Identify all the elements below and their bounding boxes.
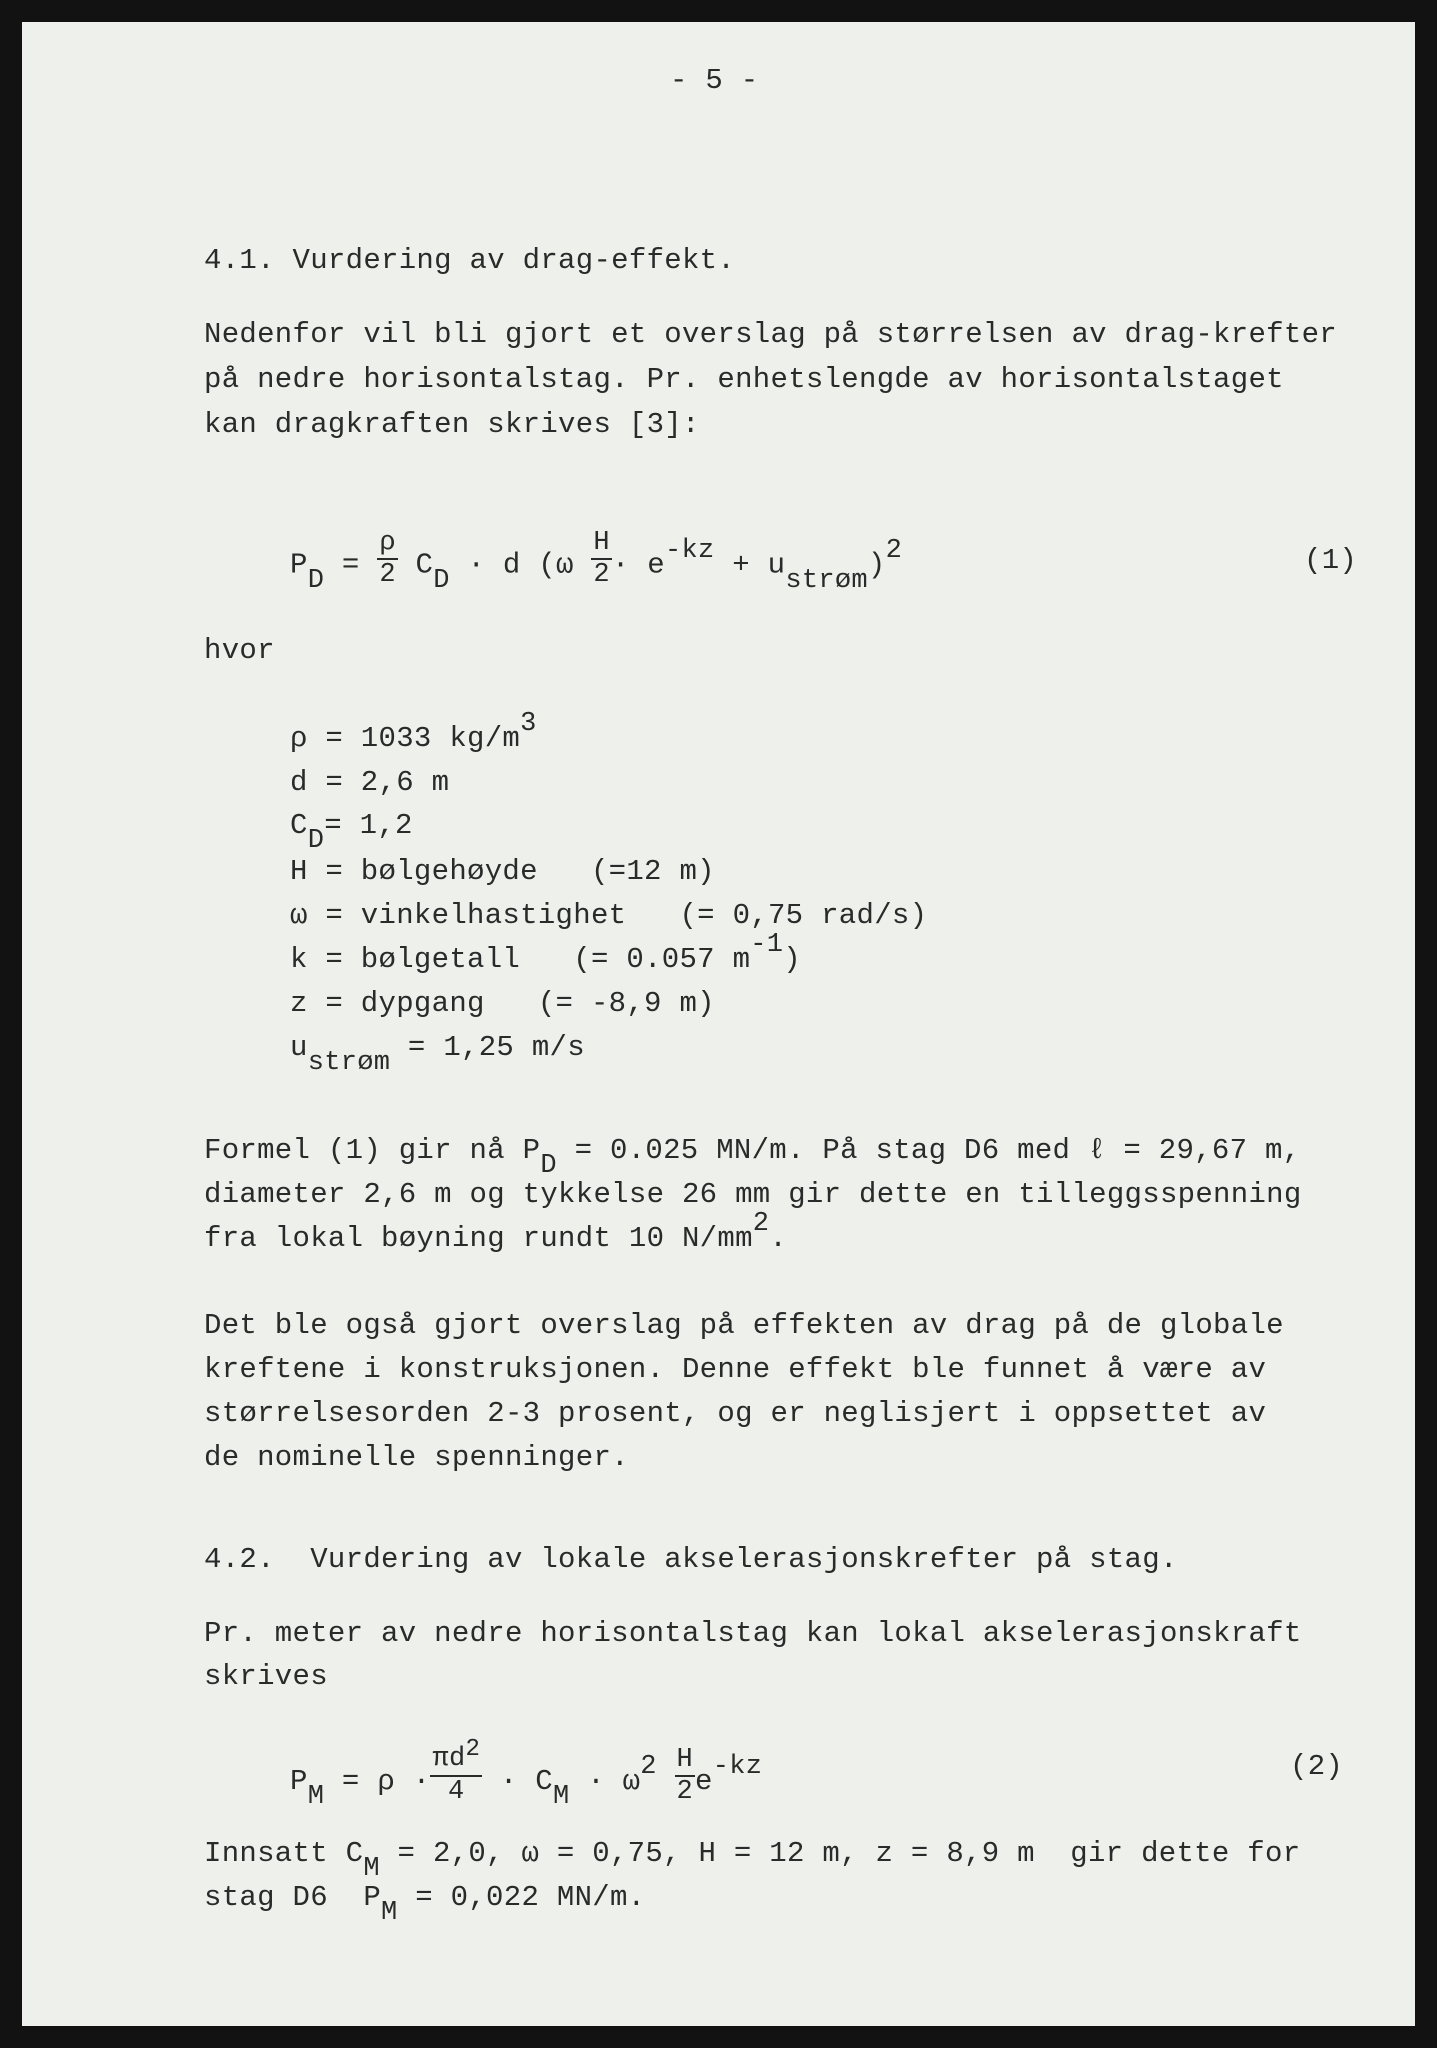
paragraph-line: størrelsesorden 2-3 prosent, og er neglisjert i oppsettet av [204, 1397, 1267, 1430]
def-k: k = bølgetall (= 0.057 m-1) [290, 930, 801, 976]
def-omega: ω = vinkelhastighet (= 0,75 rad/s) [290, 899, 928, 932]
def-u-strom: ustrøm = 1,25 m/s [290, 1031, 585, 1078]
def-d: d = 2,6 m [290, 766, 450, 799]
def-rho: ρ = 1033 kg/m3 [290, 709, 537, 755]
paragraph-line: Pr. meter av nedre horisontalstag kan lokal akselerasjonskraft [204, 1617, 1302, 1650]
def-z: z = dypgang (= -8,9 m) [290, 987, 715, 1020]
def-cd: CD= 1,2 [290, 809, 413, 856]
equation-2: PM = ρ · $\frac{\pi d2}{4}$ · CM · ω2 $\frac{H}{2}$ e-kz [290, 1736, 763, 1813]
document-page [22, 22, 1415, 2026]
fraction-h-over-2: $\frac{H}{2}$ [593, 528, 610, 590]
paragraph-line: kan dragkraften skrives [3]: [204, 408, 700, 441]
def-h: H = bølgehøyde (=12 m) [290, 855, 715, 888]
section-heading-4-2: 4.2. Vurdering av lokale akselerasjonskrefter på stag. [204, 1543, 1178, 1576]
fraction-h-over-2: $\frac{H}{2}$ [676, 1744, 694, 1807]
section-heading-4-1: 4.1. Vurdering av drag-effekt. [204, 244, 736, 277]
paragraph-line: Nedenfor vil bli gjort et overslag på størrelsen av drag-krefter [204, 318, 1337, 351]
equation-number-1: (1) [1304, 544, 1358, 577]
where-label: hvor [204, 634, 275, 667]
paragraph-line: stag D6 PM = 0,022 MN/m. [204, 1881, 646, 1928]
paragraph-line: Formel (1) gir nå PD = 0.025 MN/m. På stag D6 med ℓ = 29,67 m, [204, 1134, 1301, 1181]
paragraph-line: skrives [204, 1660, 328, 1693]
paragraph-line: på nedre horisontalstag. Pr. enhetslengde av horisontalstaget [204, 363, 1284, 396]
paragraph-line: Det ble også gjort overslag på effekten av drag på de globale [204, 1309, 1284, 1342]
fraction-pi-d2-over-4: $\frac{\pi d2}{4}$ [432, 1736, 481, 1807]
page-number: - 5 - [670, 64, 759, 97]
equation-1: PD = $\frac{\rho}{2}$ CD · d (ω $\frac{H}{2}$ · e-kz + ustrøm)2 [290, 528, 903, 596]
paragraph-line: diameter 2,6 m og tykkelse 26 mm gir dette en tilleggsspenning [204, 1178, 1302, 1211]
equation-number-2: (2) [1290, 1750, 1344, 1783]
paragraph-line: kreftene i konstruksjonen. Denne effekt ble funnet å være av [204, 1353, 1267, 1386]
paragraph-line: de nominelle spenninger. [204, 1441, 629, 1474]
paragraph-line: fra lokal bøyning rundt 10 N/mm2. [204, 1209, 788, 1255]
paragraph-line: Innsatt CM = 2,0, ω = 0,75, H = 12 m, z = 8,9 m gir dette for [204, 1837, 1301, 1884]
fraction-rho-over-2: $\frac{\rho}{2}$ [379, 528, 396, 590]
